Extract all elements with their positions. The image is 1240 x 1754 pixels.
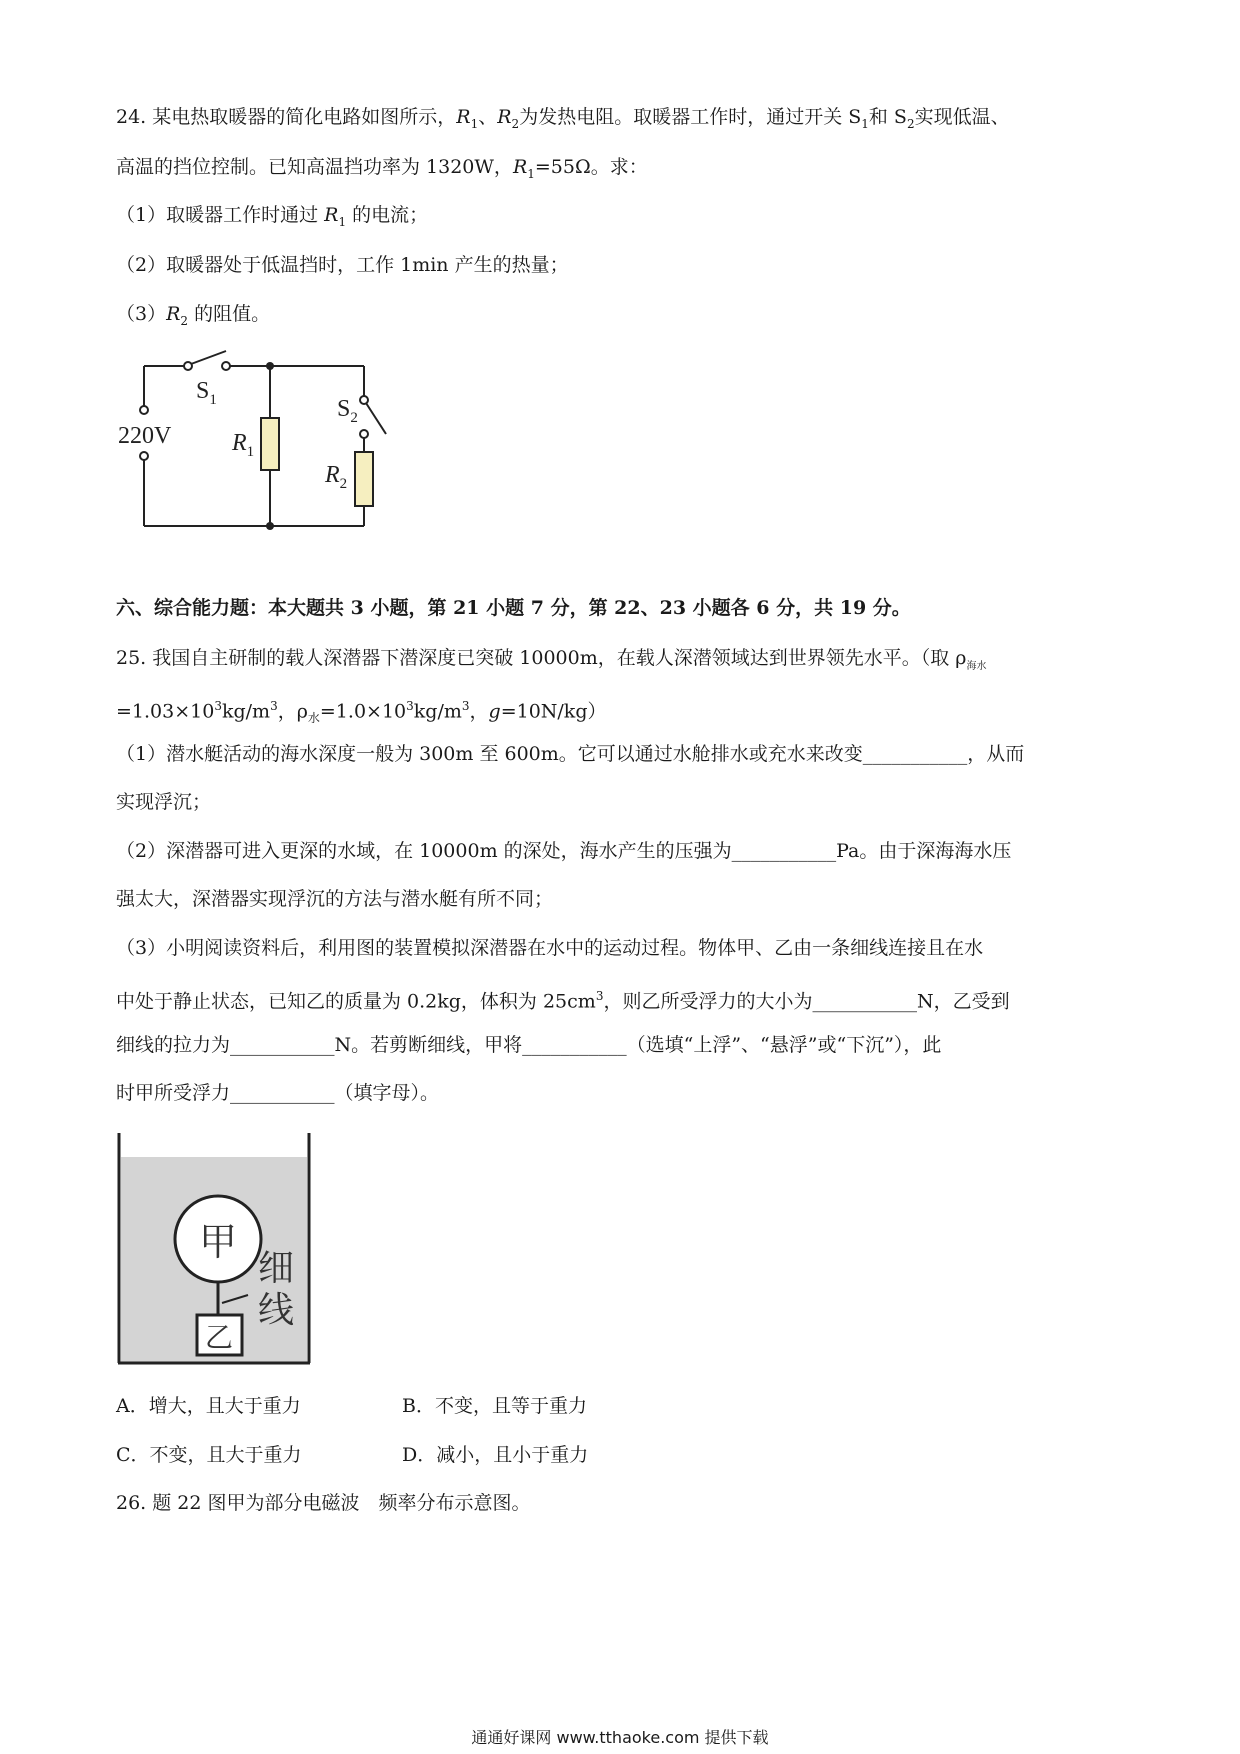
q25-line-2 [116,693,607,731]
q24-text-post: 实现低温、 [914,106,1010,128]
q25-part3-line1: （3）小明阅读资料后，利用图的装置模拟深潜器在水中的运动过程。物体甲、乙由一条细线连接且在水 [116,937,984,959]
switch-s1-contact [222,362,230,370]
r1-subscript: 1 [338,214,347,229]
s1-label: $S_1$ [196,378,217,408]
voltage-label: 220V [118,423,172,449]
switch-s1-arm [191,351,226,364]
option-a: A．增大，且大于重力 [116,1395,301,1417]
switch-s2-contact [360,430,368,438]
q24-text-post: =55Ω。求： [534,156,648,178]
thread-label-2: 线 [258,1290,295,1331]
q26-line: 26. 题 22 图甲为部分电磁波 频率分布示意图。 [116,1492,531,1514]
thread-label-1: 细 [258,1248,295,1289]
footer-source[interactable]: 通通好课网 www.tthaoke.com 提供下载 [471,1728,769,1747]
r1-symbol: R [456,106,471,128]
r2-subscript: 2 [180,313,189,328]
q25-text: =1.03×10 [116,700,215,723]
q25-text: 25. 我国自主研制的载人深潜器下潜深度已突破 10000m，在载人深潜领域达到世界领先水平。（取 ρ [116,647,967,669]
rho-sea-subscript: 海水 [966,660,987,672]
s2-label: $S_2$ [337,396,358,426]
q25-text: kg/m [413,700,462,723]
q25-text: ， [469,700,489,723]
r2-symbol: R [166,303,181,325]
r2-subscript: 2 [511,116,520,131]
junction-dot [266,362,274,370]
q25-line-1 [116,645,986,680]
resistor-r1 [261,418,279,470]
q24-text: 24. 某电热取暖器的简化电路如图所示， [116,106,457,128]
q25-part2-line1: （2）深潜器可进入更深的水域，在 10000m 的深处，海水产生的压强为___________Pa。由于深海海水压 [116,840,1012,862]
s2-subscript: 2 [906,116,915,131]
r1-subscript: 1 [527,166,535,181]
g-symbol: g [488,700,501,723]
r1-subscript: 1 [470,116,479,131]
terminal-top [140,406,148,414]
q25-text: ，则乙所受浮力的大小为___________N，乙受到 [603,990,1010,1013]
exponent: 3 [406,699,414,713]
junction-dot [266,522,274,530]
q25-part3-line2 [116,983,1010,1014]
r1-label: $R_1$ [232,430,255,460]
q24-text: 高温的挡位控制。已知高温挡功率为 1320W， [116,156,513,178]
yi-label: 乙 [204,1321,234,1354]
s1-subscript: 1 [861,116,869,131]
q25-text: =10N/kg） [500,700,607,723]
q24-text-mid: 为发热电阻。取暖器工作时，通过开关 S [519,106,862,128]
q24-sub3-text: （3） [116,303,167,325]
option-d: D．减小，且小于重力 [402,1444,589,1466]
option-b: B．不变，且等于重力 [402,1395,587,1417]
section-6-heading: 六、综合能力题：本大题共 3 小题，第 21 小题 7 分，第 22、23 小题各 6 分，共 19 分。 [116,597,911,619]
separator: 、 [478,106,498,128]
q24-sub-2: （2）取暖器处于低温挡时，工作 1min 产生的热量； [116,254,569,276]
q24-sub3-post: 的阻值。 [188,303,271,325]
r2-symbol: R [497,106,512,128]
rho-water-subscript: 水 [307,711,320,726]
exponent: 3 [461,699,470,713]
q25-part1-line1: （1）潜水艇活动的海水深度一般为 300m 至 600m。它可以通过水舱排水或充水来改变___________，从而 [116,743,1025,765]
q24-sub1-post: 的电流； [346,204,429,226]
q25-text: ，ρ [277,700,308,723]
terminal-bottom [140,452,148,460]
q24-text-and: 和 S [868,106,907,128]
q25-part3-line4: 时甲所受浮力___________（填字母）。 [116,1082,440,1104]
q25-part2-line2: 强太大，深潜器实现浮沉的方法与潜水艇有所不同； [116,888,554,910]
exponent: 3 [595,989,604,1003]
q25-part1-line2: 实现浮沉； [116,791,212,813]
resistor-r2 [355,452,373,506]
q25-text: =1.0×10 [319,700,407,723]
option-c: C．不变，且大于重力 [116,1444,302,1466]
switch-s2-arm [366,403,386,434]
r1-symbol: R [512,156,528,178]
q25-text: 中处于静止状态，已知乙的质量为 0.2kg，体积为 25cm [116,990,596,1013]
exponent: 3 [270,699,278,713]
jia-label: 甲 [198,1220,238,1264]
exponent: 3 [214,699,222,713]
r2-label: $R_2$ [325,462,348,492]
r1-symbol: R [324,204,339,226]
q24-sub1-text: （1）取暖器工作时通过 [116,204,325,226]
q25-part3-line3: 细线的拉力为___________N。若剪断细线，甲将___________（选填“上浮”、“悬浮”或“下沉”），此 [116,1034,942,1056]
q25-text: kg/m [221,700,271,723]
